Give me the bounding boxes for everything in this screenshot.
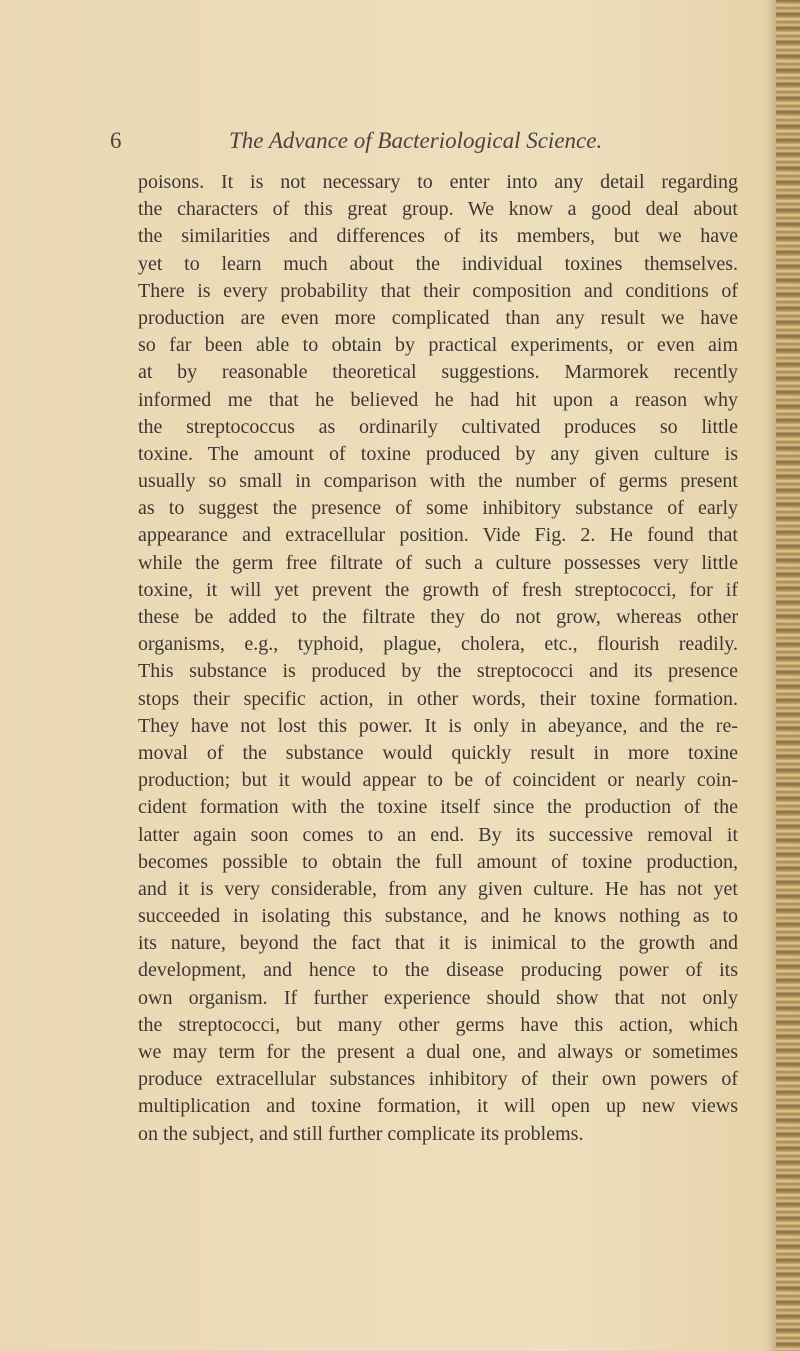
text-line: usually so small in comparison with the number of germs present	[138, 470, 738, 493]
text-line: multiplication and toxine formation, it will open up new views	[138, 1095, 738, 1118]
text-line: toxine. The amount of toxine produced by any given culture is	[138, 442, 738, 465]
text-line: They have not lost this power. It is only in abeyance, and the re-	[138, 714, 738, 737]
page-gutter-shadow	[766, 0, 776, 1351]
text-line: and it is very considerable, from any given culture. He has not yet	[138, 877, 738, 900]
text-line: moval of the substance would quickly result in more toxine	[138, 741, 738, 764]
text-line: succeeded in isolating this substance, and he knows nothing as to	[138, 905, 738, 928]
book-spine-edge	[776, 0, 800, 1351]
text-line: cident formation with the toxine itself since the production of the	[138, 796, 738, 819]
text-line: stops their specific action, in other words, their toxine formation.	[138, 687, 738, 710]
text-line: produce extracellular substances inhibitory of their own powers of	[138, 1068, 738, 1091]
text-line: organisms, e.g., typhoid, plague, cholera, etc., flourish readily.	[138, 633, 738, 656]
text-line: so far been able to obtain by practical experiments, or even aim	[138, 334, 738, 357]
body-paragraph	[138, 169, 738, 1148]
text-line: its nature, beyond the fact that it is inimical to the growth and	[138, 932, 738, 955]
text-line: these be added to the filtrate they do not grow, whereas other	[138, 606, 738, 628]
text-line: own organism. If further experience should show that not only	[138, 986, 738, 1009]
running-title: The Advance of Bacteriological Science.	[229, 128, 603, 153]
text-line: development, and hence to the disease producing power of its	[138, 959, 738, 982]
text-line: There is every probability that their composition and conditions of	[138, 279, 738, 302]
text-line: the similarities and differences of its members, but we have	[138, 225, 738, 248]
text-line: the streptococci, but many other germs have this action, which	[138, 1013, 738, 1036]
text-line: becomes possible to obtain the full amount of toxine production,	[138, 850, 738, 873]
running-header	[110, 128, 670, 160]
text-line: while the germ free filtrate of such a culture possesses very little	[138, 551, 738, 574]
text-line: yet to learn much about the individual toxines themselves.	[138, 252, 738, 275]
text-line: as to suggest the presence of some inhibitory substance of early	[138, 497, 738, 520]
text-line: the characters of this great group. We know a good deal about	[138, 198, 738, 221]
text-line: This substance is produced by the streptococci and its presence	[138, 660, 738, 683]
text-line: production are even more complicated than any result we have	[138, 306, 738, 329]
text-line: appearance and extracellular position. Vide Fig. 2. He found that	[138, 524, 738, 547]
text-line: latter again soon comes to an end. By its successive removal it	[138, 823, 738, 846]
text-line: production; but it would appear to be of coincident or nearly coin-	[138, 769, 738, 792]
text-line: we may term for the present a dual one, and always or sometimes	[138, 1041, 738, 1063]
text-line: informed me that he believed he had hit upon a reason why	[138, 388, 738, 411]
page-number: 6	[110, 128, 122, 153]
text-line: on the subject, and still further complicate its problems.	[138, 1122, 584, 1145]
text-line: the streptococcus as ordinarily cultivated produces so little	[138, 415, 738, 438]
text-line: at by reasonable theoretical suggestions. Marmorek recently	[138, 361, 738, 384]
text-line: toxine, it will yet prevent the growth of fresh streptococci, for if	[138, 578, 738, 601]
text-line: poisons. It is not necessary to enter into any detail regarding	[138, 171, 738, 193]
